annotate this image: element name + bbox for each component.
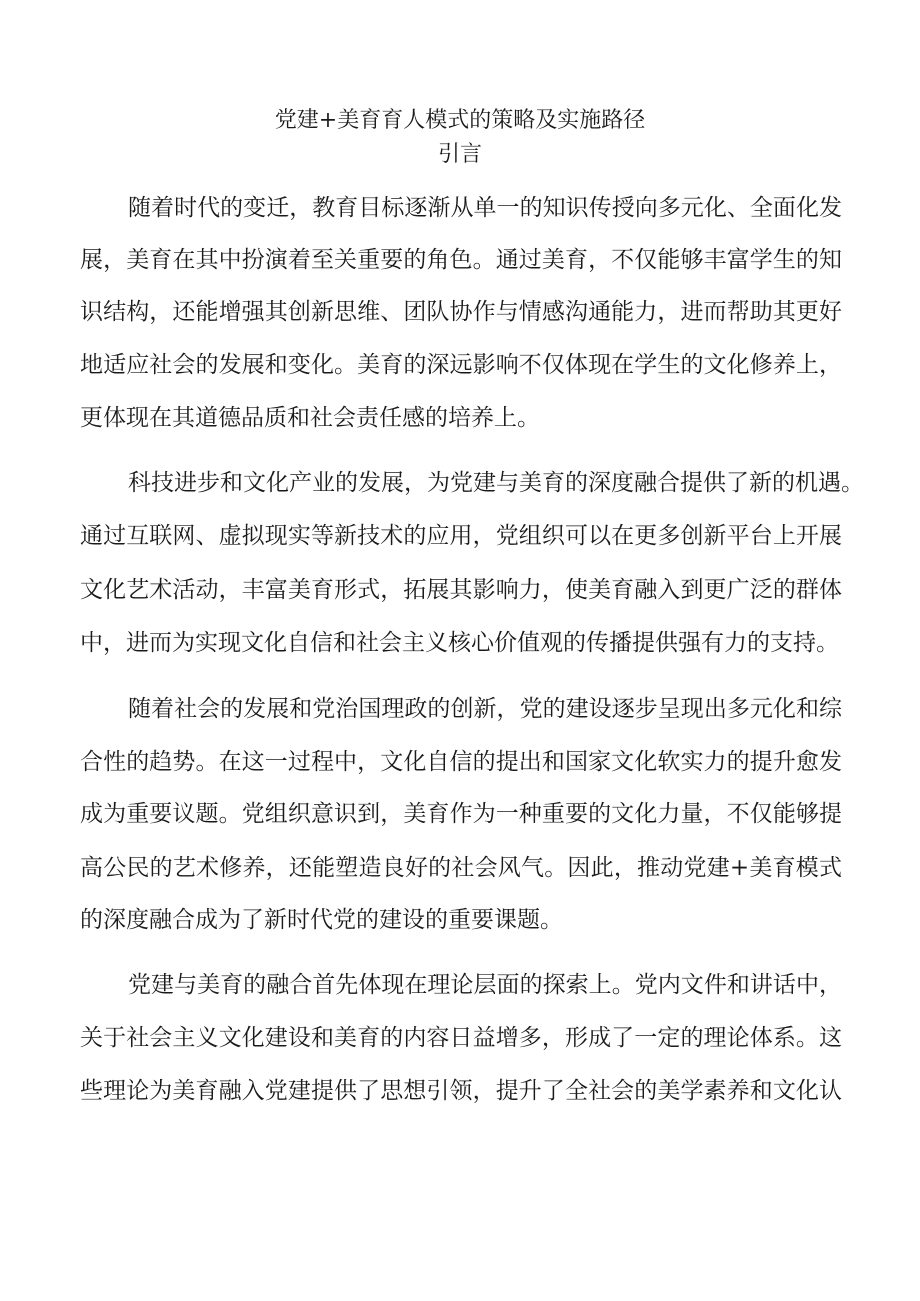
paragraph-4-line-1: 党建与美育的融合首先体现在理论层面的探索上。党内文件和讲话中， xyxy=(128,972,842,998)
paragraph-3-line-3: 成为重要议题。党组织意识到，美育作为一种重要的文化力量，不仅能够提 xyxy=(80,801,842,827)
paragraph-1-line-5: 更体现在其道德品质和社会责任感的培养上。 xyxy=(80,405,540,431)
paragraph-3-line-2: 合性的趋势。在这一过程中，文化自信的提出和国家文化软实力的提升愈发 xyxy=(80,749,842,775)
document-title: 党建+美育育人模式的策略及实施路径 xyxy=(274,108,646,133)
paragraph-4-line-2: 关于社会主义文化建设和美育的内容日益增多，形成了一定的理论体系。这 xyxy=(80,1025,842,1051)
paragraph-4-line-3: 些理论为美育融入党建提供了思想引领，提升了全社会的美学素养和文化认 xyxy=(80,1078,842,1104)
paragraph-1-line-1: 随着时代的变迁，教育目标逐渐从单一的知识传授向多元化、全面化发 xyxy=(128,195,842,221)
paragraph-2-line-4: 中，进而为实现文化自信和社会主义核心价值观的传播提供强有力的支持。 xyxy=(80,630,839,656)
paragraph-3-line-5: 的深度融合成为了新时代党的建设的重要课题。 xyxy=(80,907,563,933)
paragraph-1-line-3: 识结构，还能增强其创新思维、团队协作与情感沟通能力，进而帮助其更好 xyxy=(80,299,842,325)
paragraph-1-line-2: 展，美育在其中扮演着至关重要的角色。通过美育，不仅能够丰富学生的知 xyxy=(80,247,842,273)
paragraph-2-line-2: 通过互联网、虚拟现实等新技术的应用，党组织可以在更多创新平台上开展 xyxy=(80,523,842,549)
paragraph-3-line-4: 高公民的艺术修养，还能塑造良好的社会风气。因此，推动党建+美育模式 xyxy=(80,855,842,881)
paragraph-3-line-1: 随着社会的发展和党治国理政的创新，党的建设逐步呈现出多元化和综 xyxy=(128,696,842,722)
paragraph-1-line-4: 地适应社会的发展和变化。美育的深远影响不仅体现在学生的文化修养上， xyxy=(80,352,842,378)
section-heading: 引言 xyxy=(437,142,482,167)
paragraph-2-line-3: 文化艺术活动，丰富美育形式，拓展其影响力，使美育融入到更广泛的群体 xyxy=(80,577,842,603)
paragraph-2-line-1: 科技进步和文化产业的发展，为党建与美育的深度融合提供了新的机遇。 xyxy=(128,470,864,496)
